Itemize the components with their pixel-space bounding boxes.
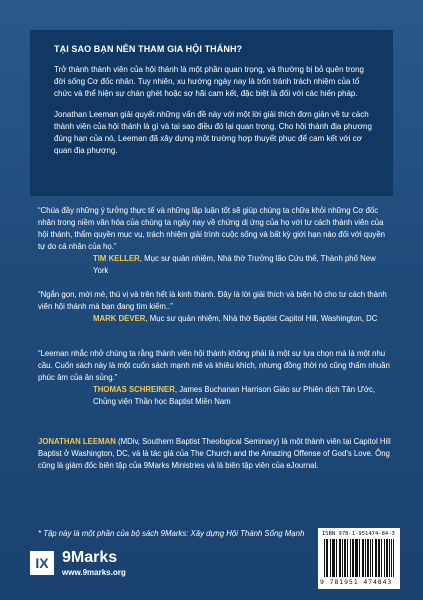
isbn-label: ISBN 978-1-951474-84-3 (322, 531, 395, 537)
barcode-bar (362, 539, 363, 577)
endorser-name: THOMAS SCHREINER (93, 385, 175, 394)
barcode-bar (340, 539, 341, 577)
endorser-role: , James Buchanan Harrison Giáo sư Phiên dịch Tân Ước, Chủng viện Thần học Baptist Miền Nam (93, 385, 376, 406)
author-bio (38, 436, 393, 472)
barcode-bar (363, 539, 364, 577)
endorser-role: , Mục sư quản nhiệm, Nhà thờ Baptist Capitol Hill, Washington, DC (145, 314, 378, 323)
barcode-bar (375, 539, 376, 577)
barcode-bar (334, 539, 335, 577)
publisher-mark-icon: IX (30, 551, 54, 575)
barcode-bar (342, 539, 343, 577)
endorsement-quote (38, 289, 393, 325)
barcode-bar (367, 539, 368, 577)
endorser-name: TIM KELLER (93, 254, 140, 263)
barcode-bar (332, 539, 333, 577)
summary-title: TẠI SAO BẠN NÊN THAM GIA HỘI THÁNH? (54, 44, 243, 54)
barcode-bar (326, 539, 327, 577)
summary-paragraph: Trở thành thành viên của hội thánh là một phần quan trọng, và thường bị bỏ quên trong đời sống Cơ đốc nhân. Tuy nhiên, xu hướng ngày nay là trốn tránh trách nhiệm của tổ chức và thể hiện sự chán ghét hoặc sợ hãi cam kết, đặc biệt là đối với các hiến pháp. (54, 65, 364, 98)
barcode-bar (387, 539, 388, 577)
barcode-bar (336, 539, 337, 577)
endorsement-quote (38, 348, 393, 408)
barcode-bar (355, 539, 356, 577)
author-bio-text: (MDiv, Southern Baptist Theological Seminary) là một thành viên tại Capitol Hill Baptist ở Washington, DC, và là tác giả của The Church and the Amazing Offense of God's Love. Ông cũng là giám đốc biên tập của 9Marks Ministries và là biên tập viên của eJournal. (38, 437, 391, 470)
barcode-bar (370, 539, 371, 577)
isbn-barcode (318, 528, 400, 589)
barcode-bar (356, 539, 357, 577)
quote-text: “Ngắn gọn, mới mẻ, thú vị và trên hết là kinh thánh. Đây là lời giải thích và biện hộ cho tư cách thành viên hội thánh mà bạn đang tìm kiếm..” (38, 290, 387, 311)
quote-text: “Chúa đầy những ý tưởng thực tế và những lập luận tốt sẽ giúp chúng ta chữa khỏi những Cơ đốc nhân trong niềm văn hóa của chúng ta ngày nay về chứng dị ứng của họ với tư cách thành viên của hội thánh, thẩm quyền mục vụ, trách nhiệm giải trình cuộc sống và bất kỳ giới hạn nào đối với quyền tự do cá nhân của họ.” (38, 206, 385, 251)
endorsement-quote (38, 205, 393, 277)
barcode-bar (391, 539, 392, 577)
summary-box (30, 30, 393, 196)
barcode-bar (324, 539, 325, 577)
quote-text: “Leeman nhắc nhở chúng ta rằng thành viên hội thánh không phải là một sự lựa chọn mà là một nhu cầu. Cuốn sách này là một cuốn sách mạnh mẽ và khiêu khích, nhưng đồng thời nó cũng thấm nhuần phúc âm của ân sủng.” (38, 349, 390, 382)
barcode-bar (330, 539, 331, 577)
barcode-bar (357, 539, 358, 577)
barcode-bar (339, 539, 340, 577)
barcode-bar (359, 539, 360, 577)
barcode-bar (386, 539, 387, 577)
barcode-bar (379, 539, 380, 577)
publisher-url: www.9marks.org (62, 568, 126, 577)
endorser-name: MARK DEVER (93, 314, 146, 323)
barcode-bar (327, 539, 328, 577)
endorser-role: , Mục sư quản nhiệm, Nhà thờ Trưởng lão Cứu thế, Thành phố New York (93, 254, 376, 275)
barcode-bar (378, 539, 379, 577)
barcode-bars-icon (324, 539, 394, 577)
series-note: * Tập này là một phần của bộ sách 9Marks: Xây dựng Hội Thánh Sống Mạnh (38, 529, 305, 538)
barcode-bar (381, 539, 382, 577)
quote-attribution (38, 313, 393, 325)
barcode-bar (376, 539, 377, 577)
barcode-bar (389, 539, 390, 577)
barcode-bar (384, 539, 385, 577)
summary-paragraph: Jonathan Leeman giải quyết những vấn đề này với một lời giải thích đơn giản về tư cách thành viên của hội thánh là gì và tại sao điều đó lại quan trọng. Cho hội thánh địa phương đúng hạn của nó, Leeman đã xây dựng một trường hợp thuyết phục để cam kết với cơ quan địa phương. (54, 110, 372, 155)
barcode-bar (333, 539, 334, 577)
barcode-bar (368, 539, 369, 577)
quote-attribution (38, 384, 393, 408)
barcode-bar (345, 539, 346, 577)
barcode-bar (393, 539, 394, 577)
author-name: JONATHAN LEEMAN (38, 437, 116, 446)
barcode-digits: 9 781951 474843 (320, 578, 393, 586)
barcode-bar (350, 539, 351, 577)
barcode-bar (365, 539, 366, 577)
publisher-name: 9Marks (62, 549, 118, 566)
barcode-bar (344, 539, 345, 577)
barcode-bar (347, 539, 348, 577)
barcode-bar (372, 539, 373, 577)
barcode-bar (353, 539, 354, 577)
quote-attribution (38, 253, 393, 277)
barcode-bar (352, 539, 353, 577)
